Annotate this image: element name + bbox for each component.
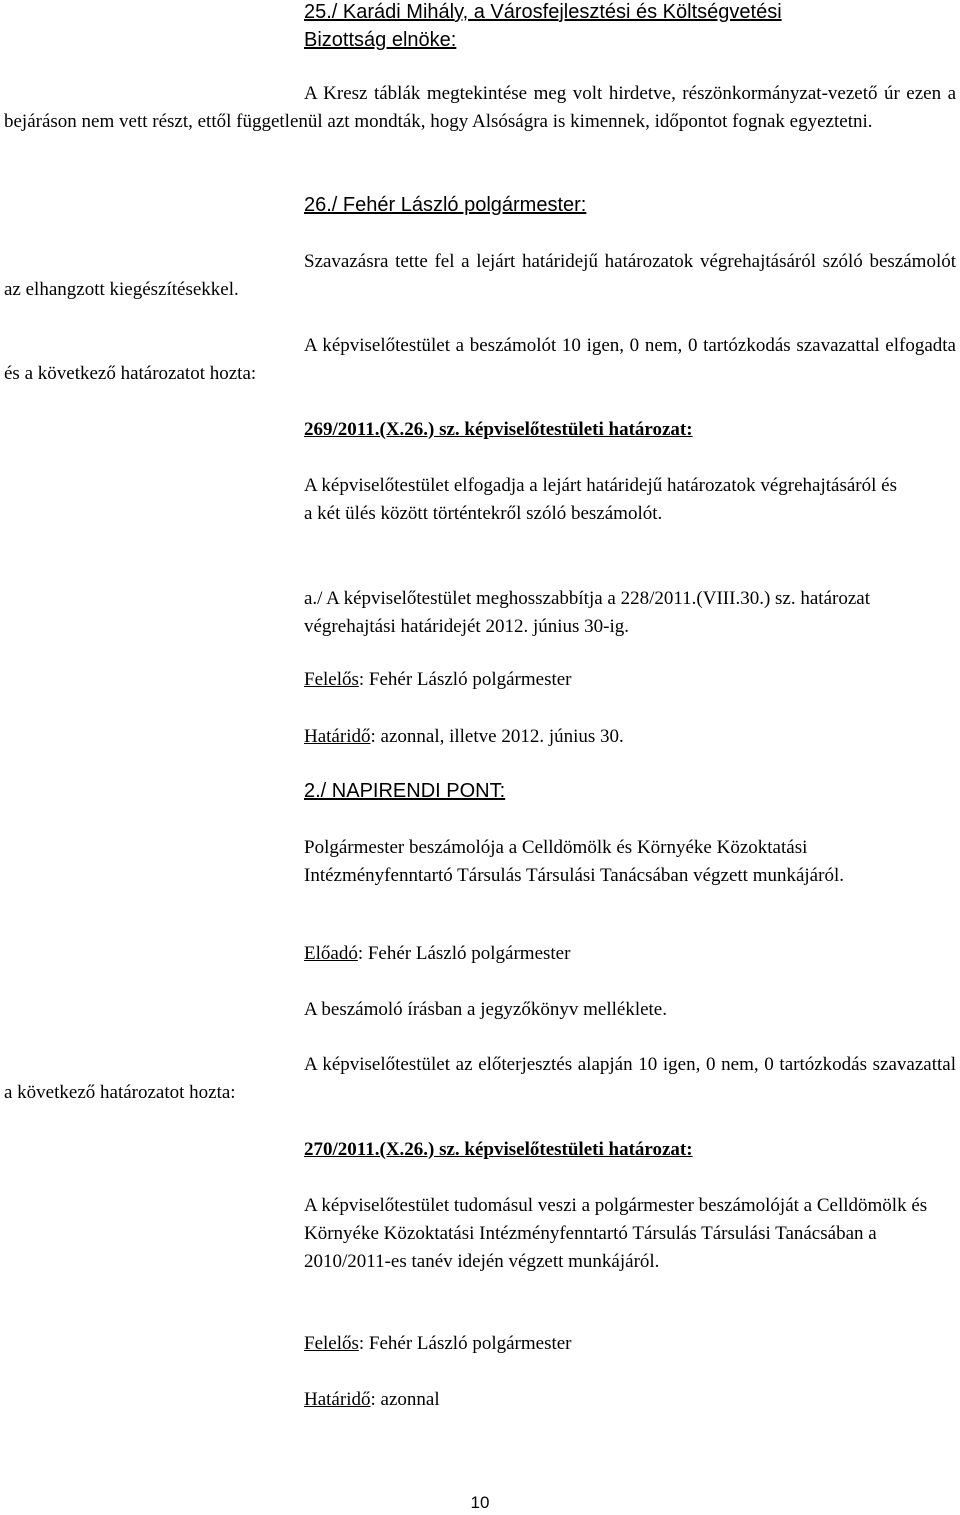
section-25-heading-line2: Bizottság elnöke:	[304, 29, 457, 51]
agenda-2-presenter	[304, 940, 956, 968]
section-25-heading-line1: 25./ Karádi Mihály, a Városfejlesztési és Költségvetési	[304, 1, 782, 23]
deadline-label: Határidő	[304, 726, 371, 747]
presenter-value: : Fehér László polgármester	[357, 943, 571, 964]
section-26-heading: 26./ Fehér László polgármester:	[304, 194, 587, 216]
deadline-value: : azonnal	[370, 1389, 440, 1410]
agenda-2-topic: Polgármester beszámolója a Celldömölk és Környéke Közoktatási Intézményfenntartó Társulás Társulási Tanácsában végzett munkájáról.	[304, 837, 844, 886]
section-26-vote-paragraph: A képviselőtestület a beszámolót 10 igen, 0 nem, 0 tartózkodás szavazattal elfogadta és a következő határozatot hozta:	[4, 335, 956, 384]
resolution-270-deadline	[304, 1386, 956, 1414]
section-25-paragraph: A Kresz táblák megtekintése meg volt hirdetve, részönkormányzat-vezető úr ezen a bejáráson nem vett részt, ettől függetlenül azt mondták, hogy Alsóságra is kimennek, időpontot fognak egyeztetni.	[4, 83, 956, 132]
section-25-heading	[304, 0, 956, 54]
resolution-269-deadline	[304, 723, 956, 751]
responsible-label: Felelős	[304, 669, 359, 690]
deadline-value: : azonnal, illetve 2012. június 30.	[370, 726, 624, 747]
section-26-paragraph: Szavazásra tette fel a lejárt határidejű határozatok végrehajtásáról szóló beszámolót az elhangzott kiegészítésekkel.	[4, 251, 956, 300]
resolution-270-responsible	[304, 1330, 956, 1358]
responsible-value: : Fehér László polgármester	[358, 669, 572, 690]
deadline-label: Határidő	[304, 1389, 371, 1410]
resolution-270-title: 270/2011.(X.26.) sz. képviselőtestületi határozat:	[304, 1139, 693, 1160]
resolution-270-body: A képviselőtestület tudomásul veszi a polgármester beszámolóját a Celldömölk és Környéke Közoktatási Intézményfenntartó Társulás Társulási Tanácsában a 2010/2011-es tanév idején végzett munkájáról.	[304, 1195, 928, 1272]
resolution-269-item-a: a./ A képviselőtestület meghosszabbítja a 228/2011.(VIII.30.) sz. határozat végrehajtási határidejét 2012. június 30-ig.	[304, 588, 870, 637]
page-number: 10	[470, 1493, 490, 1512]
agenda-2-heading: 2./ NAPIRENDI PONT:	[304, 780, 506, 802]
resolution-269-title: 269/2011.(X.26.) sz. képviselőtestületi határozat:	[304, 419, 693, 440]
resolution-269-body: A képviselőtestület elfogadja a lejárt határidejű határozatok végrehajtásáról és a két ülés között történtekről szóló beszámolót.	[304, 475, 897, 524]
responsible-value: : Fehér László polgármester	[358, 1333, 572, 1354]
agenda-2-vote-paragraph: A képviselőtestület az előterjesztés alapján 10 igen, 0 nem, 0 tartózkodás szavazattal a következő határozatot hozta:	[4, 1054, 956, 1103]
responsible-label: Felelős	[304, 1333, 359, 1354]
resolution-269-responsible	[304, 666, 956, 694]
presenter-label: Előadó	[304, 943, 358, 964]
agenda-2-attachment-note: A beszámoló írásban a jegyzőkönyv melléklete.	[304, 999, 667, 1020]
